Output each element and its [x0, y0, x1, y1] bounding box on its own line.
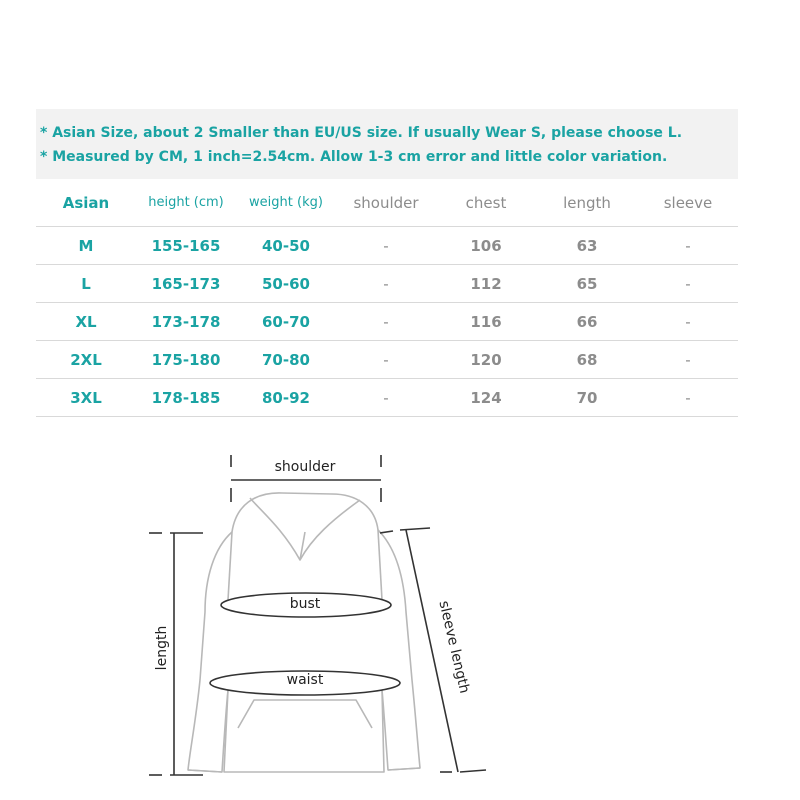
length-cell: 63 — [536, 227, 638, 265]
table-row — [36, 227, 738, 265]
shoulder-cell: - — [336, 227, 436, 265]
size-cell: 3XL — [36, 379, 136, 417]
header-chest: chest — [436, 179, 536, 227]
header-height: height (cm) — [136, 179, 236, 227]
note-asian-size: * Asian Size, about 2 Smaller than EU/US size. If usually Wear S, please choose L. — [40, 125, 683, 141]
sleeve-measure — [380, 528, 486, 772]
header-asian: Asian — [36, 179, 136, 227]
sleeve-cell: - — [638, 341, 738, 379]
table-row — [36, 303, 738, 341]
chest-cell: 112 — [436, 265, 536, 303]
weight-cell: 70-80 — [236, 341, 336, 379]
shoulder-cell: - — [336, 379, 436, 417]
height-cell: 173-178 — [136, 303, 236, 341]
table-row — [36, 379, 738, 417]
header-length: length — [536, 179, 638, 227]
chest-cell: 116 — [436, 303, 536, 341]
sleeve-cell: - — [638, 227, 738, 265]
length-label: length — [154, 625, 170, 671]
height-cell: 178-185 — [136, 379, 236, 417]
shoulder-cell: - — [336, 303, 436, 341]
header-shoulder: shoulder — [336, 179, 436, 227]
weight-cell: 60-70 — [236, 303, 336, 341]
height-cell: 155-165 — [136, 227, 236, 265]
shoulder-label: shoulder — [274, 459, 336, 475]
size-cell: XL — [36, 303, 136, 341]
weight-cell: 80-92 — [236, 379, 336, 417]
sleeve-length-label: sleeve length — [435, 599, 473, 695]
length-cell: 65 — [536, 265, 638, 303]
length-cell: 68 — [536, 341, 638, 379]
length-cell: 66 — [536, 303, 638, 341]
sleeve-cell: - — [638, 265, 738, 303]
waist-label: waist — [286, 672, 324, 688]
bust-label: bust — [289, 596, 321, 612]
shoulder-cell: - — [336, 341, 436, 379]
size-chart-table — [36, 179, 738, 417]
chest-cell: 120 — [436, 341, 536, 379]
height-cell: 165-173 — [136, 265, 236, 303]
size-cell: 2XL — [36, 341, 136, 379]
length-cell: 70 — [536, 379, 638, 417]
note-measurement: * Measured by CM, 1 inch=2.54cm. Allow 1-3 cm error and little color variation. — [40, 149, 668, 165]
weight-cell: 50-60 — [236, 265, 336, 303]
header-weight: weight (kg) — [236, 179, 336, 227]
table-header-row — [36, 179, 738, 227]
weight-cell: 40-50 — [236, 227, 336, 265]
size-cell: L — [36, 265, 136, 303]
chest-cell: 124 — [436, 379, 536, 417]
height-cell: 175-180 — [136, 341, 236, 379]
size-notes — [36, 109, 738, 179]
shoulder-cell: - — [336, 265, 436, 303]
hoodie-outline — [188, 493, 420, 772]
header-sleeve: sleeve — [638, 179, 738, 227]
hoodie-measurement-diagram — [0, 440, 800, 800]
table-row — [36, 341, 738, 379]
sleeve-cell: - — [638, 379, 738, 417]
chest-cell: 106 — [436, 227, 536, 265]
sleeve-cell: - — [638, 303, 738, 341]
table-row — [36, 265, 738, 303]
size-cell: M — [36, 227, 136, 265]
